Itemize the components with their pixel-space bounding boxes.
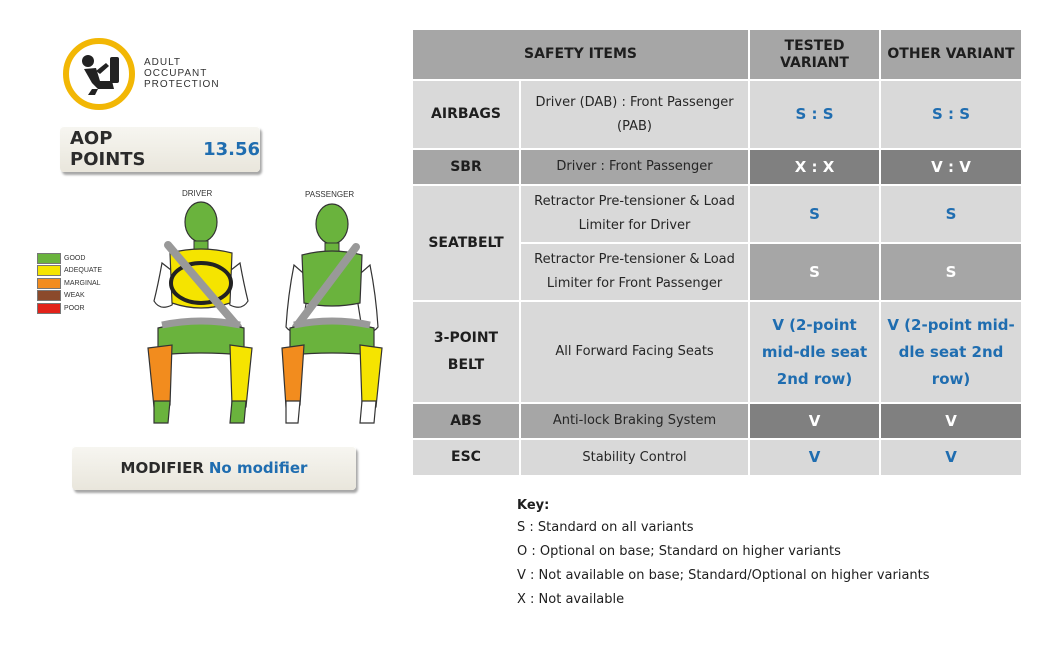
other-value-cell: V (2-point mid-dle seat 2nd row) — [880, 301, 1022, 403]
table-row-seatbelt-driver — [412, 185, 1022, 243]
table-row-3-point-belt — [412, 301, 1022, 403]
passenger-label: PASSENGER — [305, 190, 355, 199]
key-line: O : Optional on base; Standard on higher variants — [517, 544, 841, 559]
aop-points-label: AOP POINTS — [70, 128, 146, 170]
description-cell: Driver : Front Passenger — [520, 149, 749, 185]
logo-text — [144, 57, 220, 90]
category-cell: ABS — [412, 403, 520, 439]
legend-label: MARGINAL — [64, 279, 101, 287]
passenger-dummy — [282, 204, 382, 423]
description-cell: Driver (DAB) : Front Passenger (PAB) — [520, 80, 749, 149]
tested-value-cell: V — [749, 439, 880, 476]
other-value-cell: S — [880, 243, 1022, 301]
modifier-label: MODIFIER — [120, 459, 204, 477]
category-cell: ESC — [412, 439, 520, 476]
description-cell: All Forward Facing Seats — [520, 301, 749, 403]
description-cell: Retractor Pre-tensioner & Load Limiter for Front Passenger — [520, 243, 749, 301]
legend-item-adequate — [37, 265, 102, 278]
occupant-dummy-figures — [140, 195, 400, 430]
legend-label: POOR — [64, 304, 85, 312]
legend-swatch — [37, 290, 61, 301]
table-row-airbags — [412, 80, 1022, 149]
tested-value-cell: V (2-point mid-dle seat 2nd row) — [749, 301, 880, 403]
driver-dummy — [148, 202, 252, 423]
tested-value-cell: S — [749, 185, 880, 243]
logo-line: ADULT — [144, 57, 182, 68]
header-tested-variant: TESTED VARIANT — [749, 29, 880, 80]
key-line: V : Not available on base; Standard/Optional on higher variants — [517, 568, 930, 583]
legend-swatch — [37, 303, 61, 314]
tested-value-cell: S : S — [749, 80, 880, 149]
safety-items-table — [411, 28, 1023, 477]
legend-item-marginal — [37, 277, 102, 290]
modifier-value: No modifier — [208, 459, 308, 477]
header-safety-items: SAFETY ITEMS — [412, 29, 749, 80]
seated-occupant-icon — [62, 37, 136, 111]
other-value-cell: S : S — [880, 80, 1022, 149]
legend-swatch — [37, 253, 61, 264]
modifier-badge — [72, 446, 356, 490]
legend-item-poor — [37, 302, 102, 315]
logo-line: PROTECTION — [144, 79, 220, 90]
other-value-cell: V : V — [880, 149, 1022, 185]
table-header-row — [412, 29, 1022, 80]
key-line: X : Not available — [517, 592, 625, 607]
category-cell: AIRBAGS — [412, 80, 520, 149]
table-row-esc — [412, 439, 1022, 476]
key-section — [517, 496, 930, 612]
tested-value-cell: X : X — [749, 149, 880, 185]
adult-occupant-protection-logo — [62, 37, 242, 109]
legend-swatch — [37, 278, 61, 289]
rating-legend — [37, 252, 102, 315]
aop-points-badge — [60, 126, 260, 172]
other-value-cell: V — [880, 439, 1022, 476]
category-cell: 3-POINT BELT — [412, 301, 520, 403]
legend-swatch — [37, 265, 61, 276]
legend-label: GOOD — [64, 254, 86, 262]
table-row-sbr — [412, 149, 1022, 185]
legend-item-weak — [37, 290, 102, 303]
tested-value-cell: V — [749, 403, 880, 439]
legend-label: ADEQUATE — [64, 267, 102, 275]
logo-line: OCCUPANT — [144, 68, 208, 79]
legend-label: WEAK — [64, 292, 85, 300]
tested-value-cell: S — [749, 243, 880, 301]
other-value-cell: V — [880, 403, 1022, 439]
other-value-cell: S — [880, 185, 1022, 243]
description-cell: Stability Control — [520, 439, 749, 476]
driver-label: DRIVER — [182, 189, 213, 198]
key-line: S : Standard on all variants — [517, 520, 694, 535]
description-cell: Retractor Pre-tensioner & Load Limiter for Driver — [520, 185, 749, 243]
header-other-variant: OTHER VARIANT — [880, 29, 1022, 80]
category-cell: SBR — [412, 149, 520, 185]
category-cell: SEATBELT — [412, 185, 520, 301]
aop-points-value: 13.56 — [203, 138, 260, 160]
table-row-abs — [412, 403, 1022, 439]
description-cell: Anti-lock Braking System — [520, 403, 749, 439]
legend-item-good — [37, 252, 102, 265]
key-title: Key: — [517, 498, 550, 513]
